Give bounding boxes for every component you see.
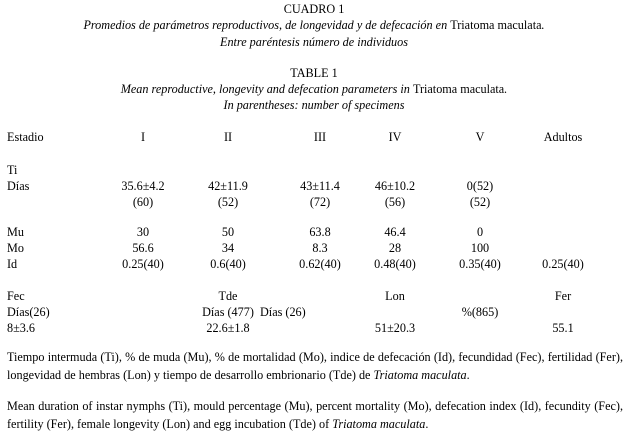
lon-value: 51±20.3 [374,321,416,335]
table-label-en: TABLE 1 [290,66,338,80]
ti-count-3: (72) [309,195,331,209]
table-label-es: CUADRO 1 [283,2,345,16]
mo-value-4: 28 [388,241,402,255]
caption-es-end: . [541,18,545,32]
subcaption-es: Entre paréntesis número de individuos [220,35,408,49]
header-estadio: Estadio [7,130,44,144]
footnote-en-text: Mean duration of instar nymphs (Ti), mould percentage (Mu), percent mortality (Mo), defecation index (Id), fecundity (Fec), fertility (Fer), female longevity (Lon) and egg incubation (Tde) of [7,399,623,431]
footnote-es-species: Triatoma maculata [373,367,467,382]
ti-value-4: 46±10.2 [374,179,416,193]
mu-value-1: 30 [136,225,150,239]
mo-value-5: 100 [470,241,490,255]
caption-en [0,82,628,97]
mo-value-1: 56.6 [132,241,154,255]
footnote-en-species: Triatoma maculata [332,416,426,431]
ti-count-5: (52) [469,195,491,209]
footnote-es-text: Tiempo intermuda (Ti), % de muda (Mu), % de mortalidad (Mo), indice de defecación (Id), fecundidad (Fec), fertilidad (Fer), longevidad de hembras (Lon) y tiempo de desarrollo embrionario (Tde) de [7,350,623,382]
ti-value-1: 35.6±4.2 [121,179,165,193]
species-name: Triatoma maculata [412,82,505,96]
header-stage-2: II [223,130,233,144]
mo-value-2: 34 [221,241,235,255]
mu-value-5: 0 [476,225,484,239]
id-value-4: 0.48(40) [374,257,416,271]
footnote-es-end: . [466,367,470,382]
lon-header: Lon [385,289,405,303]
header-stage-4: IV [388,130,402,144]
row-label-dias: Días [7,179,30,193]
footnote-es [7,349,623,384]
row-label-mu: Mu [7,225,24,239]
row-label-id: Id [7,257,18,271]
species-name: Triatoma maculata [450,18,542,32]
mu-value-4: 46.4 [384,225,406,239]
tde-header: Tde [218,289,238,303]
mo-value-3: 8.3 [312,241,328,255]
row-label-ti: Ti [7,163,18,177]
id-value-1: 0.25(40) [122,257,164,271]
ti-count-1: (60) [132,195,154,209]
ti-count-2: (52) [217,195,239,209]
caption-en-end: . [504,82,508,96]
ti-value-5: 0(52) [466,179,494,193]
caption-es [0,18,628,33]
fec-value: 8±3.6 [7,321,36,335]
mu-value-2: 50 [221,225,235,239]
caption-es-text: Promedios de parámetros reproductivos, de longevidad y de defecación en [83,18,451,32]
subcaption-en: In parentheses: number of specimens [223,98,405,112]
header-stage-5: V [475,130,485,144]
tde-days: Días (477) [202,305,254,319]
ti-count-4: (56) [384,195,406,209]
fer-value: 55.1 [552,321,574,335]
fer-header: Fer [554,289,572,303]
caption-en-text: Mean reproductive, longevity and defecation parameters in [120,82,413,96]
row-label-mo: Mo [7,241,24,255]
ti-value-3: 43±11.4 [300,179,340,193]
fec-days: Días(26) [7,305,50,319]
id-value-adultos: 0.25(40) [542,257,584,271]
id-value-3: 0.62(40) [299,257,341,271]
header-stage-1: I [140,130,146,144]
id-value-5: 0.35(40) [459,257,501,271]
mu-value-3: 63.8 [309,225,331,239]
fec-header: Fec [7,289,25,303]
id-value-2: 0.6(40) [210,257,246,271]
header-stage-3: III [313,130,327,144]
header-adultos: Adultos [543,130,583,144]
ti-value-2: 42±11.9 [208,179,248,193]
tde-value: 22.6±1.8 [206,321,250,335]
footnote-en-end: . [425,416,429,431]
lon-count: %(865) [461,305,499,319]
tde-days-2: Días (26) [260,305,306,319]
footnote-en [7,398,623,433]
